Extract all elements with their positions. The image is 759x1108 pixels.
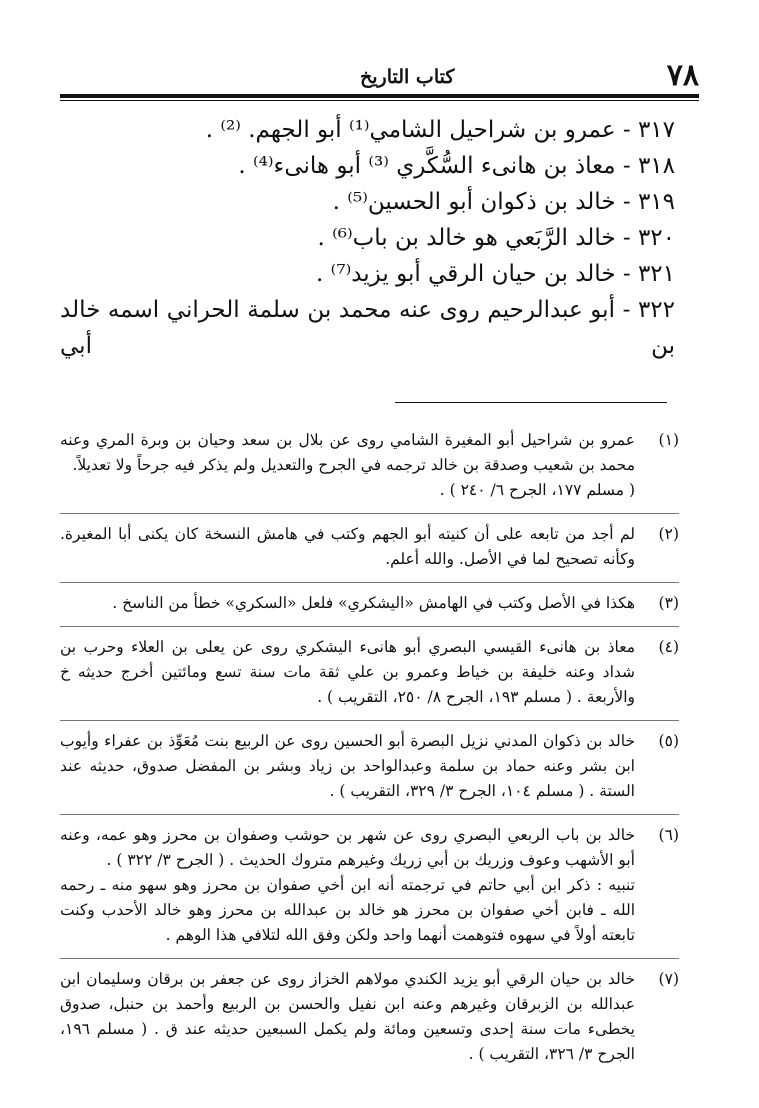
entries-list: [60, 112, 675, 359]
footnote-number: (٦): [658, 826, 679, 844]
footnote-divider: [60, 720, 679, 721]
footnote-reference: ( مسلم ١٧٧، الجرح ٦/ ٢٤٠ ) .: [439, 481, 635, 499]
footnote-5: [60, 729, 679, 810]
entry-318: ٣١٨ - معاذ بن هانىء السُّكَّري ⁽³⁾ أبو هانىء⁽⁴⁾ .: [238, 153, 675, 179]
footnote-note: تنبيه : ذكر ابن أبي حاتم في ترجمته أنه ابن أخي صفوان بن محرز وهو سهو منه ـ رحمه الله ـ فابن أخي صفوان بن محرز هو خالد بن عبدالله بن محرز وهو خالد الأحدب وكنت تابعته أولاً في سهوه فتوهمت أنهما واحد ولكن وفق الله لتلافي هذا الوهم .: [60, 876, 635, 944]
footnote-7: [60, 967, 679, 1073]
footnote-text: خالد بن باب الربعي البصري روى عن شهر بن حوشب وصفوان بن محرز وهو عمه، وعنه أبو الأشهب وعوف وزريك بن أبي زريك وغيرهم متروك الحديث . ( الجرح ٣/ ٣٢٢ ) .: [60, 826, 635, 869]
footnote-text: لم أجد من تابعه على أن كنيته أبو الجهم وكتب في هامش النسخة كان يكنى أبا المغيرة. وكأنه تصحيح لما في الأصل. والله أعلم.: [60, 525, 635, 568]
footnote-divider: [60, 814, 679, 815]
entry-317: ٣١٧ - عمرو بن شراحيل الشامي⁽¹⁾ أبو الجهم. ⁽²⁾ .: [205, 117, 675, 143]
footnote-6: [60, 823, 679, 954]
footnote-text: عمرو بن شراحيل أبو المغيرة الشامي روى عن بلال بن سعد وحيان بن وبرة المري وعنه محمد بن شعيب وصدقة بن خالد ترجمه في الجرح والتعديل ولم يذكر فيه جرحاً ولا تعديلاً.: [60, 431, 635, 474]
page-number: ٧٨: [666, 58, 699, 93]
footnote-3: [60, 591, 679, 622]
entry-319: ٣١٩ - خالد بن ذكوان أبو الحسين⁽⁵⁾ .: [332, 189, 675, 215]
footnote-number: (٢): [658, 525, 679, 543]
footnote-divider: [60, 582, 679, 583]
footnote-divider: [60, 626, 679, 627]
entry-321: ٣٢١ - خالد بن حيان الرقي أبو يزيد⁽⁷⁾ .: [316, 261, 675, 287]
footnote-4: [60, 635, 679, 716]
entry-322: ٣٢٢ - أبو عبدالرحيم روى عنه محمد بن سلمة الحراني اسمه خالد بن أبي: [60, 297, 675, 359]
footnote-number: (٧): [658, 970, 679, 988]
footnote-number: (٣): [658, 594, 679, 612]
footnote-text: خالد بن ذكوان المدني نزيل البصرة أبو الحسين روى عن الربيع بنت مُعَوِّذ بن عفراء وأيوب ابن بشر وعنه حماد بن سلمة وعبدالواحد بن زياد وبشر بن المفضل صدوق، حديثه عند الستة . ( مسلم ١٠٤، الجرح ٣/ ٣٢٩، التقريب ) .: [60, 732, 635, 800]
page-header: [60, 58, 699, 102]
footnote-text: خالد بن حيان الرقي أبو يزيد الكندي مولاهم الخزاز روى عن جعفر بن برقان وسليمان ابن عبدالله بن الزبرقان وغيرهم وعنه ابن نفيل والحسن بن الربيع وأحمد بن حنبل، صدوق يخطىء مات سنة إحدى وتسعين ومائة ولم يكمل السبعين حديثه عند ق . ( مسلم ١٩٦، الجرح ٣/ ٣٢٦، التقريب ) .: [60, 970, 635, 1063]
footnote-number: (٤): [658, 638, 679, 656]
header-rule-thin: [60, 100, 699, 101]
footnotes: [60, 428, 679, 1073]
footnote-number: (٥): [658, 732, 679, 750]
footnote-number: (١): [658, 431, 679, 449]
footnote-text: معاذ بن هانىء القيسي البصري أبو هانىء اليشكري روى عن يعلى بن العلاء وحرب بن شداد وعنه خليفة بن خياط وعمرو بن علي ثقة مات سنة تسع ومائتين أخرج حديثه خ والأربعة . ( مسلم ١٩٣، الجرح ٨/ ٢٥٠، التقريب ) .: [60, 638, 635, 706]
footnote-1: [60, 428, 679, 509]
entry-320: ٣٢٠ - خالد الرَّبَعي هو خالد بن باب⁽⁶⁾ .: [317, 225, 675, 251]
header-rule-thick: [60, 94, 699, 98]
footnote-divider: [60, 958, 679, 959]
footnote-2: [60, 522, 679, 578]
running-title: كتاب التاريخ: [360, 66, 455, 88]
footnote-divider: [60, 513, 679, 514]
footnote-text: هكذا في الأصل وكتب في الهامش «اليشكري» فلعل «السكري» خطأ من الناسخ .: [112, 594, 635, 612]
footnote-separator: [395, 402, 667, 403]
